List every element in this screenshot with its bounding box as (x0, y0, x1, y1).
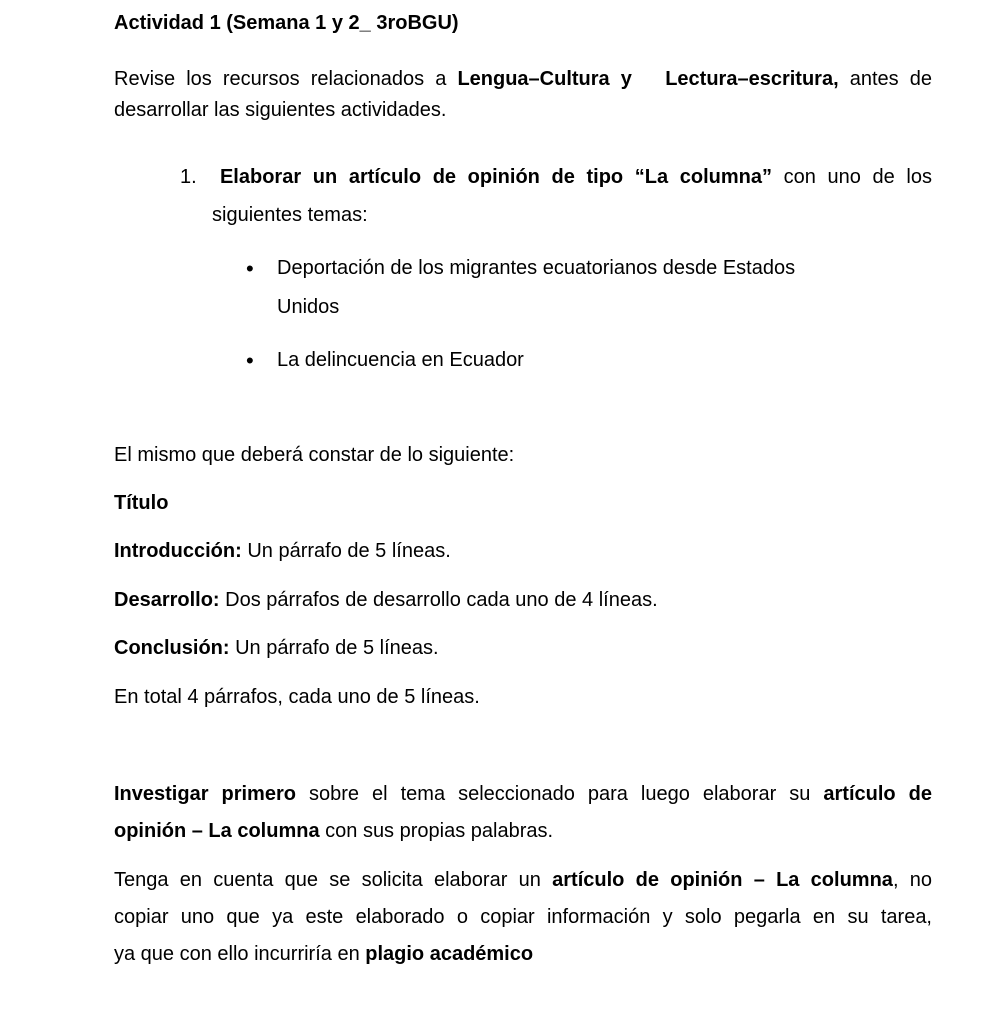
structure-conclusion: Conclusión: Un párrafo de 5 líneas. (114, 637, 439, 659)
document-title: Actividad 1 (Semana 1 y 2_ 3roBGU) (114, 12, 459, 34)
bullet-icon: • (246, 256, 254, 281)
structure-titulo: Título (114, 492, 169, 514)
structure-total: En total 4 párrafos, cada uno de 5 líneas. (114, 686, 480, 708)
warning-paragraph-line1: Tenga en cuenta que se solicita elaborar un artículo de opinión – La columna, no (114, 869, 933, 891)
warning-paragraph-line3: ya que con ello incurriría en plagio académico (114, 943, 534, 965)
structure-introduccion: Introducción: Un párrafo de 5 líneas. (114, 540, 451, 562)
structure-heading: El mismo que deberá constar de lo siguiente: (114, 444, 515, 466)
warning-paragraph-line2: copiar uno que ya este elaborado o copiar información y solo pegarla en su tarea, (114, 906, 932, 928)
task-item-line2: siguientes temas: (212, 204, 368, 226)
topic-item-continuation: Unidos (277, 296, 340, 318)
intro-paragraph-line2: desarrollar las siguientes actividades. (114, 99, 447, 121)
investigate-paragraph-line2: opinión – La columna con sus propias palabras. (114, 820, 554, 842)
intro-paragraph-line1: Revise los recursos relacionados a Lengua–Cultura y Lectura–escritura, antes de (114, 68, 933, 90)
structure-desarrollo: Desarrollo: Dos párrafos de desarrollo cada uno de 4 líneas. (114, 589, 658, 611)
task-item-line1: 1. Elaborar un artículo de opinión de tipo “La columna” con uno de los (180, 166, 932, 188)
topic-item: La delincuencia en Ecuador (277, 349, 524, 371)
topic-item: Deportación de los migrantes ecuatorianos desde Estados (277, 257, 796, 279)
investigate-paragraph-line1: Investigar primero sobre el tema seleccionado para luego elaborar su artículo de (114, 783, 932, 805)
bullet-icon: • (246, 348, 254, 373)
